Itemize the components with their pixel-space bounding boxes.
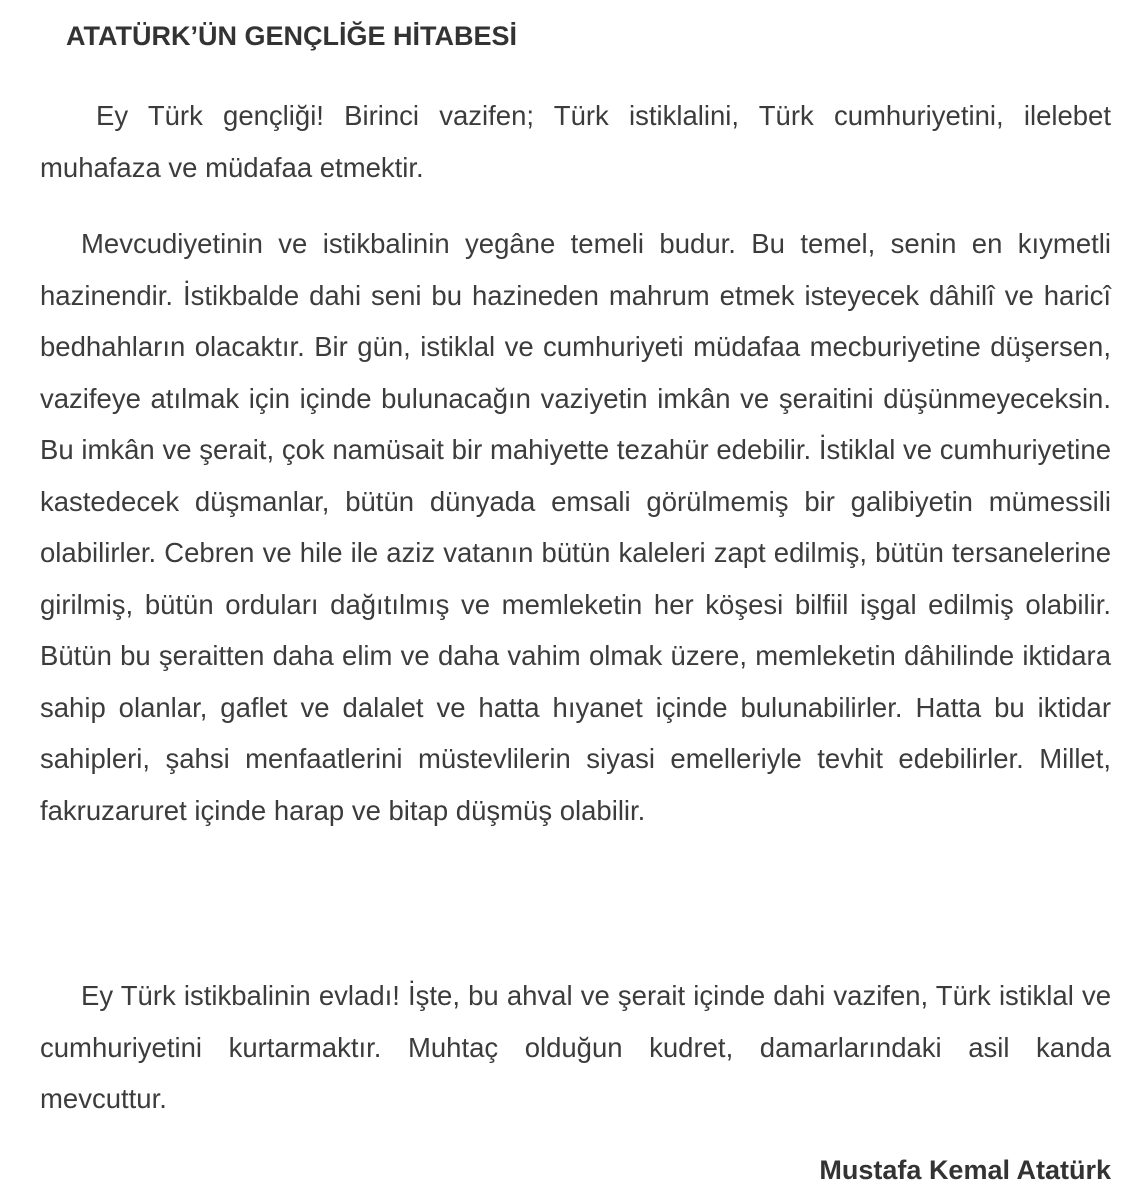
paragraph-3: Ey Türk istikbalinin evladı! İşte, bu ahval ve şerait içinde dahi vazifen, Türk istiklal ve cumhuriyetini kurtarmaktır. Muhtaç olduğun kudret, damarlarındaki asil kanda mevcuttur. — [40, 980, 1111, 1114]
paragraph-1: Ey Türk gençliği! Birinci vazifen; Türk istiklalini, Türk cumhuriyetini, ilelebet muhafaza ve müdafaa etmektir. — [40, 100, 1111, 183]
document-title: ATATÜRK’ÜN GENÇLİĞE HİTABESİ — [66, 21, 517, 51]
signature: Mustafa Kemal Atatürk — [819, 1155, 1111, 1185]
paragraph-2: Mevcudiyetinin ve istikbalinin yegâne temeli budur. Bu temel, senin en kıymetli hazinendir. İstikbalde dahi seni bu hazineden mahrum etmek isteyecek dâhilî ve haricî bedhahların olacaktır. Bir gün, istiklal ve cumhuriyeti müdafaa mecburiyetine düşersen, vazifeye atılmak için içinde bulunacağın vaziyetin imkân ve şeraitini düşünmeyeceksin. Bu imkân ve şerait, çok namüsait bir mahiyette tezahür edebilir. İstiklal ve cumhuriyetine kastedecek düşmanlar, bütün dünyada emsali görülmemiş bir galibiyetin mümessili olabilirler. Cebren ve hile ile aziz vatanın bütün kaleleri zapt edilmiş, bütün tersanelerine girilmiş, bütün orduları dağıtılmış ve memleketin her köşesi bilfiil işgal edilmiş olabilir. Bütün bu şeraitten daha elim ve daha vahim olmak üzere, memleketin dâhilinde iktidara sahip olanlar, gaflet ve dalalet ve hatta hıyanet içinde bulunabilirler. Hatta bu iktidar sahipleri, şahsi menfaatlerini müstevlilerin siyasi emelleriyle tevhit edebilirler. Millet, fakruzaruret içinde harap ve bitap düşmüş olabilir. — [40, 228, 1111, 826]
